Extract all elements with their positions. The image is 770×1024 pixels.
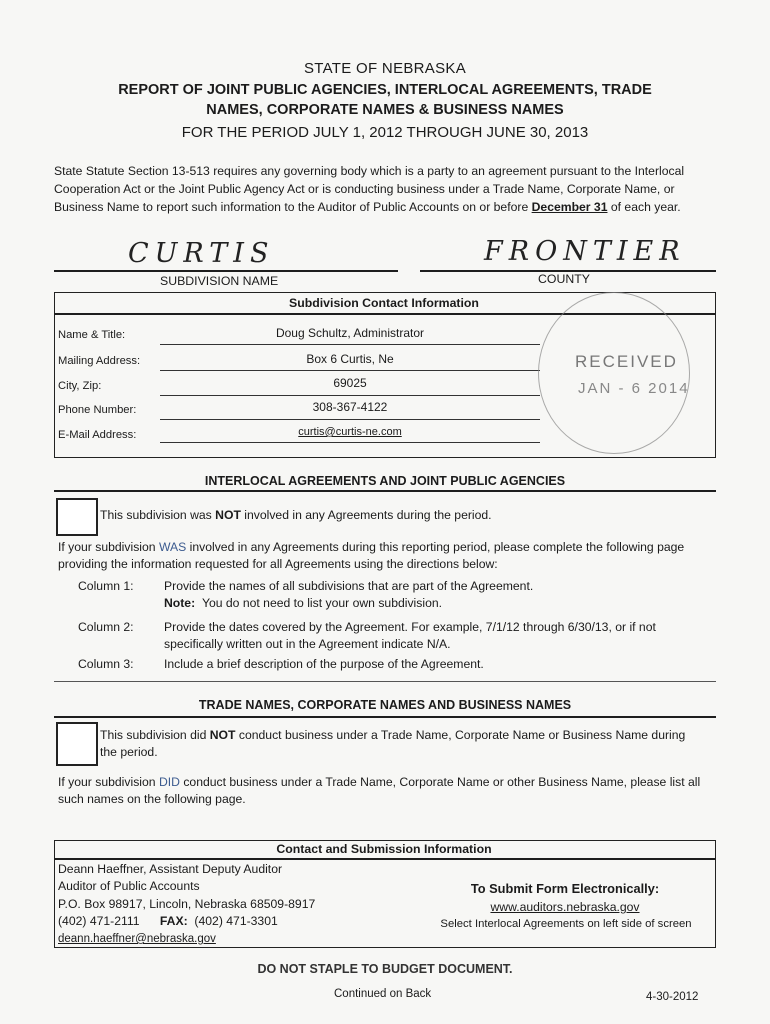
auditor-contact-name: Deann Haeffner, Assistant Deputy Auditor: [58, 862, 283, 876]
form-revision-date: 4-30-2012: [646, 991, 699, 1003]
auditor-office: Auditor of Public Accounts: [58, 879, 200, 893]
phone-label: Phone Number:: [58, 404, 137, 416]
subdivision-name-line: [54, 270, 398, 272]
submission-title-divider: [54, 858, 716, 860]
statute-paragraph: State Statute Section 13-513 requires any governing body which is a party to an agreement pursuant to the Interlocal Cooperation Act or the Joint Public Agency Act or is conducting business under a Trade Name, Corporate Name, or Business Name to report such information to the Auditor of Public Accounts on or before December 31 of each year.: [54, 164, 685, 214]
trade-names-heading: TRADE NAMES, CORPORATE NAMES AND BUSINESS NAMES: [198, 698, 572, 712]
continued-on-back: Continued on Back: [334, 988, 432, 1000]
submission-info-title: Contact and Submission Information: [276, 842, 492, 856]
column1-note: Note: You do not need to list your own subdivision.: [164, 596, 443, 610]
was-word: WAS: [158, 540, 187, 554]
phone-underline: [160, 419, 540, 420]
report-title-line2: NAMES, CORPORATE NAMES & BUSINESS NAMES: [206, 102, 564, 118]
section-divider: [54, 681, 716, 682]
interlocal-instructions: If your subdivision WAS involved in any Agreements during this reporting period, please complete the following page providing the information requested for all Agreements using the directions below:: [58, 540, 685, 571]
county-value[interactable]: FRONTIER: [484, 236, 686, 267]
electronic-submission-note: Select Interlocal Agreements on left side of screen: [440, 918, 692, 930]
received-stamp-date: JAN - 6 2014: [578, 380, 690, 397]
report-title-line1: REPORT OF JOINT PUBLIC AGENCIES, INTERLOCAL AGREEMENTS, TRADE: [118, 82, 652, 98]
subdivision-name-caption: SUBDIVISION NAME: [160, 274, 279, 288]
column1-label: Column 1:: [78, 579, 134, 593]
column2-label: Column 2:: [78, 620, 134, 634]
email-underline: [160, 442, 540, 443]
city-zip-underline: [160, 395, 540, 396]
trade-instructions: If your subdivision DID conduct business under a Trade Name, Corporate Name or other Business Name, please list all such names on the following page.: [58, 775, 701, 806]
mailing-address-label: Mailing Address:: [58, 355, 141, 367]
did-word: DID: [158, 775, 180, 789]
city-zip-label: City, Zip:: [58, 380, 102, 392]
name-title-underline: [160, 344, 540, 345]
contact-info-title: Subdivision Contact Information: [289, 296, 479, 310]
auditor-phone-fax: (402) 471-2111 FAX: (402) 471-3301: [58, 914, 278, 928]
county-caption: COUNTY: [538, 272, 590, 286]
received-stamp-text: RECEIVED: [575, 352, 678, 371]
no-staple-warning: DO NOT STAPLE TO BUDGET DOCUMENT.: [257, 962, 513, 976]
email-field[interactable]: curtis@curtis-ne.com: [298, 426, 402, 438]
column2-text: Provide the dates covered by the Agreement. For example, 7/1/12 through 6/30/13, or if not specifically written out in the Agreement indicate N/A.: [164, 620, 656, 651]
electronic-submission-heading: To Submit Form Electronically:: [470, 881, 660, 896]
not-involved-agreements-text: This subdivision was NOT involved in any Agreements during the period.: [100, 508, 492, 522]
interlocal-heading: INTERLOCAL AGREEMENTS AND JOINT PUBLIC AGENCIES: [204, 474, 566, 488]
name-title-field[interactable]: Doug Schultz, Administrator: [275, 326, 425, 340]
not-involved-agreements-checkbox[interactable]: [56, 498, 98, 536]
name-title-label: Name & Title:: [58, 329, 126, 341]
auditor-address: P.O. Box 98917, Lincoln, Nebraska 68509-8917: [58, 897, 316, 911]
auditor-website-link[interactable]: www.auditors.nebraska.gov: [490, 900, 640, 914]
phone-field[interactable]: 308-367-4122: [312, 400, 388, 414]
email-label: E-Mail Address:: [58, 429, 137, 441]
deadline-date: December 31: [531, 200, 608, 214]
received-stamp: [538, 292, 690, 454]
interlocal-heading-rule: [54, 490, 716, 492]
subdivision-name-value[interactable]: CURTIS: [128, 238, 275, 269]
city-zip-field[interactable]: 69025: [333, 376, 367, 390]
column3-label: Column 3:: [78, 657, 134, 671]
state-heading: STATE OF NEBRASKA: [303, 60, 467, 77]
no-trade-names-text: This subdivision did NOT conduct business under a Trade Name, Corporate Name or Business Name during the period.: [100, 728, 686, 759]
mailing-address-field[interactable]: Box 6 Curtis, Ne: [306, 352, 394, 366]
no-trade-names-checkbox[interactable]: [56, 722, 98, 766]
report-period: FOR THE PERIOD JULY 1, 2012 THROUGH JUNE 30, 2013: [181, 124, 589, 141]
trade-heading-rule: [54, 716, 716, 718]
auditor-email-link[interactable]: deann.haeffner@nebraska.gov: [58, 933, 216, 945]
mailing-address-underline: [160, 370, 540, 371]
column1-text: Provide the names of all subdivisions that are part of the Agreement.: [164, 579, 534, 593]
column3-text: Include a brief description of the purpose of the Agreement.: [164, 657, 484, 671]
